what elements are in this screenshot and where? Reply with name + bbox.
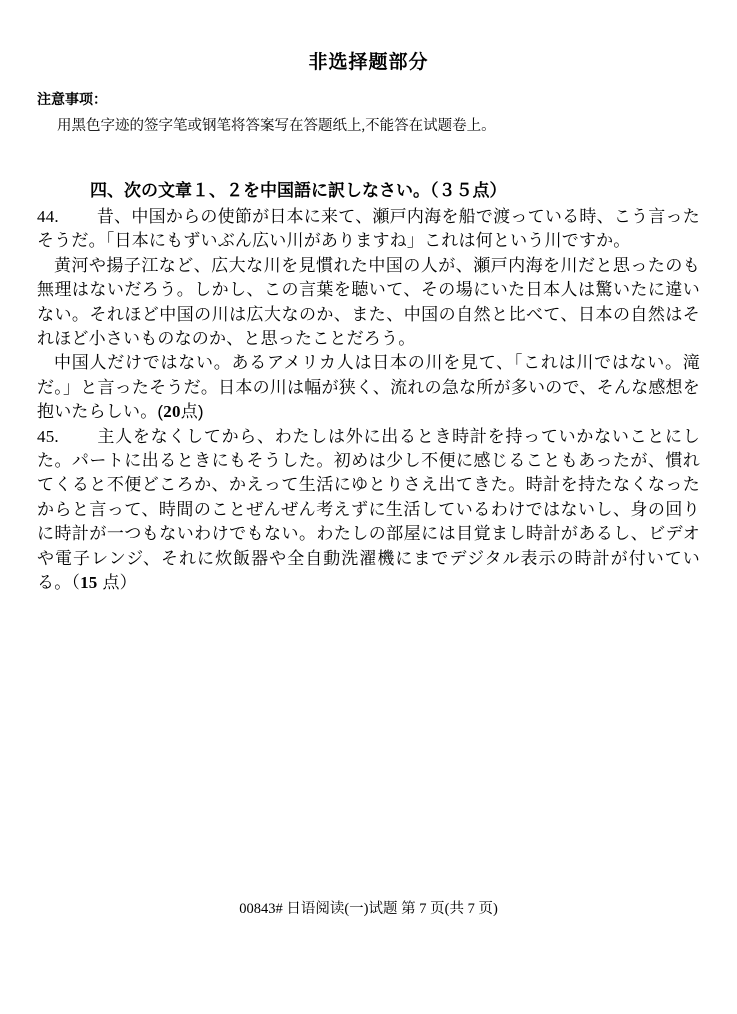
question-44-paragraph-2 (37, 254, 700, 352)
question-44-paragraph-3 (37, 351, 700, 424)
page-footer: 00843# 日语阅读(一)试题 第 7 页(共 7 页) (239, 901, 498, 917)
page-title: 非选择题部分 (308, 52, 429, 73)
question-44-paragraph-2-text: 黄河や揚子江など、広大な川を見慣れた中国の人が、瀬戸内海を川だと思ったのも無理はないだろう。しかし、この言葉を聴いて、その場にいた日本人は驚いたに違いない。それほど中国の川は広大なのか、また、中国の自然と比べて、日本の自然はそれほど小さいものなのか、と思ったことだろう。 (37, 255, 700, 349)
question-45-points-value: 15 (80, 573, 98, 593)
question-45-points (71, 573, 136, 592)
question-45-number: 45. (37, 426, 59, 446)
question-44-first-paragraph (37, 205, 700, 254)
notice-text: 用黑色字迹的签字笔或钢笔将答案写在答题纸上,不能答在试题卷上。 (57, 118, 496, 134)
question-44-paragraph-1: 昔、中国からの使節が日本に来て、瀬戸内海を船で渡っている時、こう言ったそうだ。「日本にもずいぶん広い川がありますね」これは何という川ですか。 (37, 207, 700, 251)
question-44-points-open: ( (157, 402, 164, 422)
question-45-paragraph-1: 主人をなくしてから、わたしは外に出るとき時計を持っていかないことにした。パートに出るときにもそうした。初めは少し不便に感じることもあったが、慣れてくると不便どころか、かえって生活にゆとりさえ出てきた。時計を持たなくなったからと言って、時間のことぜんぜん考えずに生活しているわけではないし、身の回りに時計が一つもないわけでもない。わたしの部屋には目覚まし時計があるし、ビデオや電子レンジ、それに炊飯器や全自動洗濯機にまでデジタル表示の時計が付いている。 (37, 426, 700, 593)
section-heading: 四、次の文章１、２を中国語に訳しなさい。（３５点） (90, 181, 507, 200)
question-44-points-value: 20 (163, 402, 181, 422)
question-45-first-paragraph (37, 425, 700, 596)
notice-heading: 注意事项： (37, 93, 107, 108)
question-45 (37, 425, 700, 596)
question-44-number: 44. (37, 207, 59, 226)
questions-block (37, 205, 700, 596)
question-44-paragraph-3-text: 中国人だけではない。あるアメリカ人は日本の川を見て、「これは川ではない。滝だ。」と言ったそうだ。日本の川は幅が狭く、流れの急な所が多いので、そんな感想を抱いたらしい。 (37, 353, 700, 422)
question-44-points-close: 点) (180, 402, 204, 422)
question-45-points-close: 点） (97, 573, 137, 593)
question-45-points-open: （ (71, 573, 81, 593)
question-44 (37, 205, 700, 425)
question-44-points (157, 402, 203, 421)
